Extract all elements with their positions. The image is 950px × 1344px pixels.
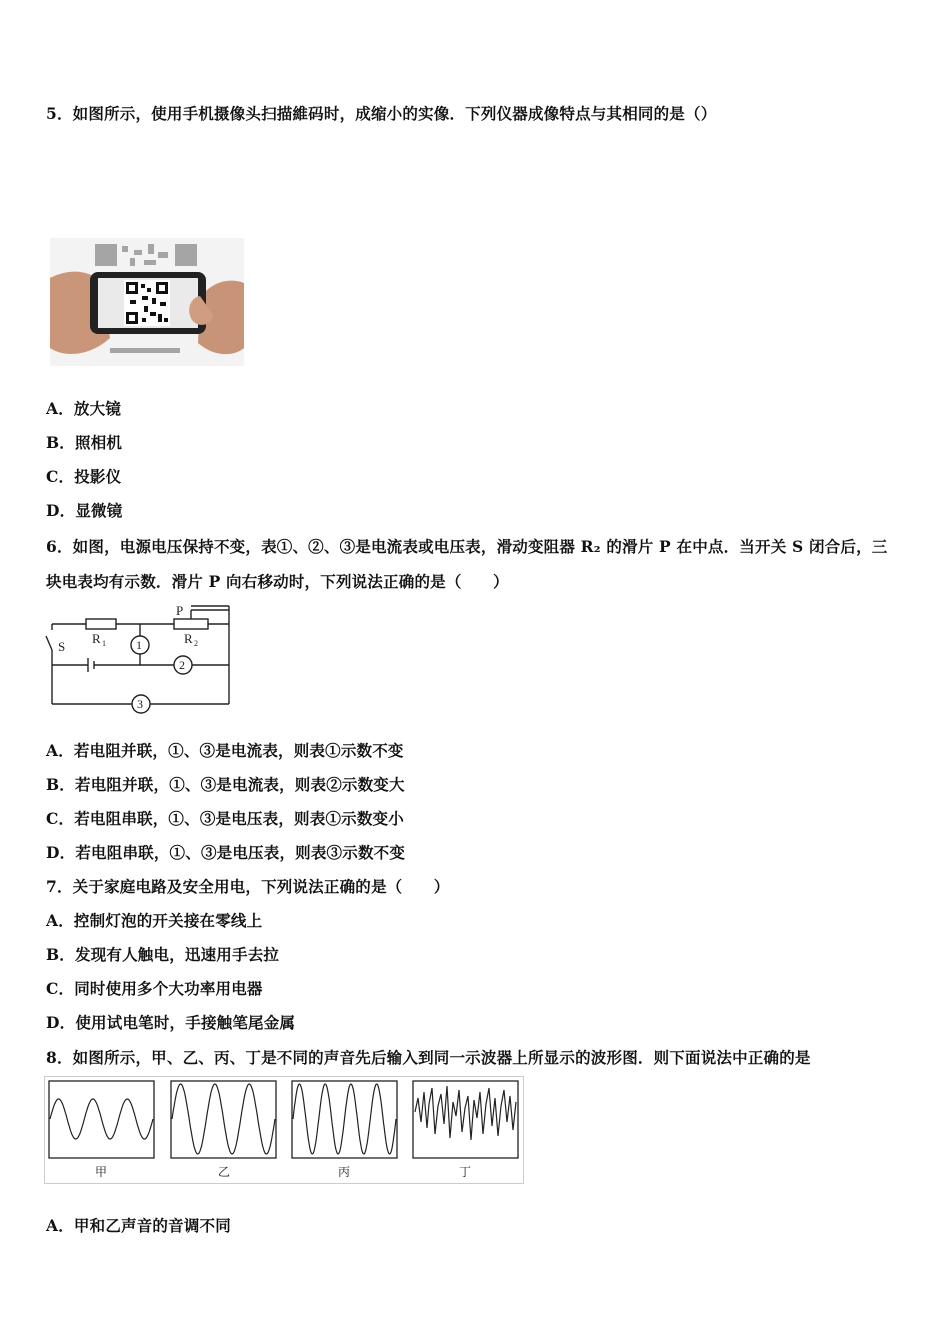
wave-label-yi: 乙	[217, 1165, 231, 1179]
q7-option-c: C．同时使用多个大功率用电器	[46, 979, 263, 998]
label-r2: R	[184, 631, 193, 646]
waveform-figure	[44, 1076, 524, 1184]
label-meter-1: 1	[136, 638, 142, 652]
q5-option-d: D．显微镜	[46, 501, 123, 520]
resistor-r2	[174, 619, 208, 629]
q6-option-d: D．若电阻串联，①、③是电压表，则表③示数不变	[46, 843, 406, 862]
switch-s	[46, 636, 52, 650]
q8-stem: 8．如图所示，甲、乙、丙、丁是不同的声音先后输入到同一示波器上所显示的波形图．则下面说法中正确的是	[46, 1048, 811, 1067]
wave-label-jia: 甲	[94, 1165, 108, 1179]
label-p: P	[176, 603, 184, 618]
q6-option-a: A．若电阻并联，①、③是电流表，则表①示数不变	[46, 741, 404, 760]
label-r1: R	[92, 631, 101, 646]
q6-option-c: C．若电阻串联，①、③是电压表，则表①示数变小	[46, 809, 404, 828]
label-r1-sub: 1	[102, 639, 106, 648]
label-meter-3: 3	[137, 697, 143, 711]
qr-phone-photo	[50, 238, 244, 366]
q5-option-c: C．投影仪	[46, 467, 122, 486]
q5-option-a: A．放大镜	[46, 399, 122, 418]
q6-stem-line1: 6．如图，电源电压保持不变，表①、②、③是电流表或电压表，滑动变阻器 R₂ 的滑片 P 在中点．当开关 S 闭合后，三	[46, 537, 888, 556]
q5-option-b: B．照相机	[46, 433, 123, 452]
q7-stem: 7．关于家庭电路及安全用电，下列说法正确的是（ ）	[46, 877, 450, 896]
wave-label-ding: 丁	[458, 1165, 472, 1179]
circuit-diagram	[44, 602, 234, 718]
q7-option-b: B．发现有人触电，迅速用手去拉	[46, 945, 280, 964]
q7-option-a: A．控制灯泡的开关接在零线上	[46, 911, 263, 930]
label-s: S	[58, 639, 66, 654]
q7-option-d: D．使用试电笔时，手接触笔尾金属	[46, 1013, 296, 1032]
label-r2-sub: 2	[194, 639, 198, 648]
q5-stem: 5．如图所示，使用手机摄像头扫描維码时，成缩小的实像．下列仪器成像特点与其相同的是（）	[46, 104, 717, 123]
q8-option-a: A．甲和乙声音的音调不同	[46, 1216, 231, 1235]
q6-option-b: B．若电阻并联，①、③是电流表，则表②示数变大	[46, 775, 405, 794]
label-meter-2: 2	[179, 658, 185, 672]
resistor-r1	[86, 619, 116, 629]
q6-stem-line2: 块电表均有示数．滑片 P 向右移动时，下列说法正确的是（ ）	[46, 572, 509, 591]
wave-label-bing: 丙	[337, 1165, 351, 1179]
